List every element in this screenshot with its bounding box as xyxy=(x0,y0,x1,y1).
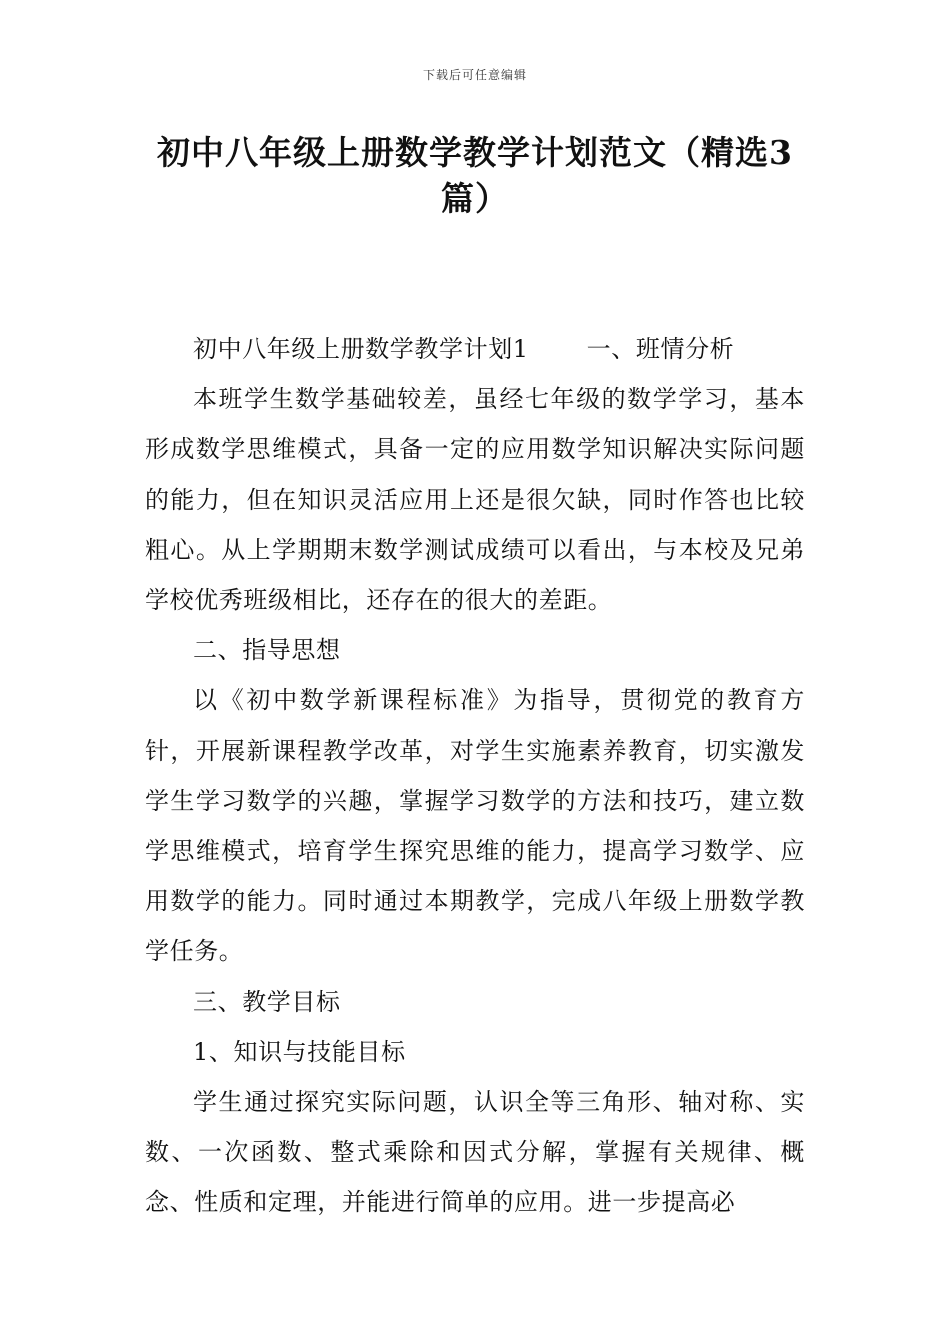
paragraph-knowledge-goals: 学生通过探究实际问题，认识全等三角形、轴对称、实数、一次函数、整式乘除和因式分解，掌握有关规律、概念、性质和定理，并能进行简单的应用。进一步提高必 xyxy=(145,1088,805,1217)
section-heading-1: 一、班情分析 xyxy=(586,335,735,363)
document-body xyxy=(145,324,805,1228)
plan-label: 初中八年级上册数学教学计划1 xyxy=(193,335,529,363)
subsection-heading-1: 1、知识与技能目标 xyxy=(193,1037,406,1066)
paragraph-class-analysis: 本班学生数学基础较差，虽经七年级的数学学习，基本形成数学思维模式，具备一定的应用数学知识解决实际问题的能力，但在知识灵活应用上还是很欠缺，同时作答也比较粗心。从上学期期末数学测试成绩可以看出，与本校及兄弟学校优秀班级相比，还存在的很大的差距。 xyxy=(145,385,805,615)
header-note: 下载后可任意编辑 xyxy=(422,68,527,82)
section-line xyxy=(145,324,805,374)
paragraph-guiding-ideology: 以《初中数学新课程标准》为指导，贯彻党的教育方针，开展新课程教学改革，对学生实施素养教育，切实激发学生学习数学的兴趣，掌握学习数学的方法和技巧，建立数学思维模式，培育学生探究思维的能力，提高学习数学、应用数学的能力。同时通过本期教学，完成八年级上册数学教学任务。 xyxy=(145,686,805,966)
section-heading-2: 二、指导思想 xyxy=(193,636,341,665)
section-heading-3: 三、教学目标 xyxy=(193,987,341,1016)
document-title: 初中八年级上册数学教学计划范文（精选3篇） xyxy=(157,133,793,218)
